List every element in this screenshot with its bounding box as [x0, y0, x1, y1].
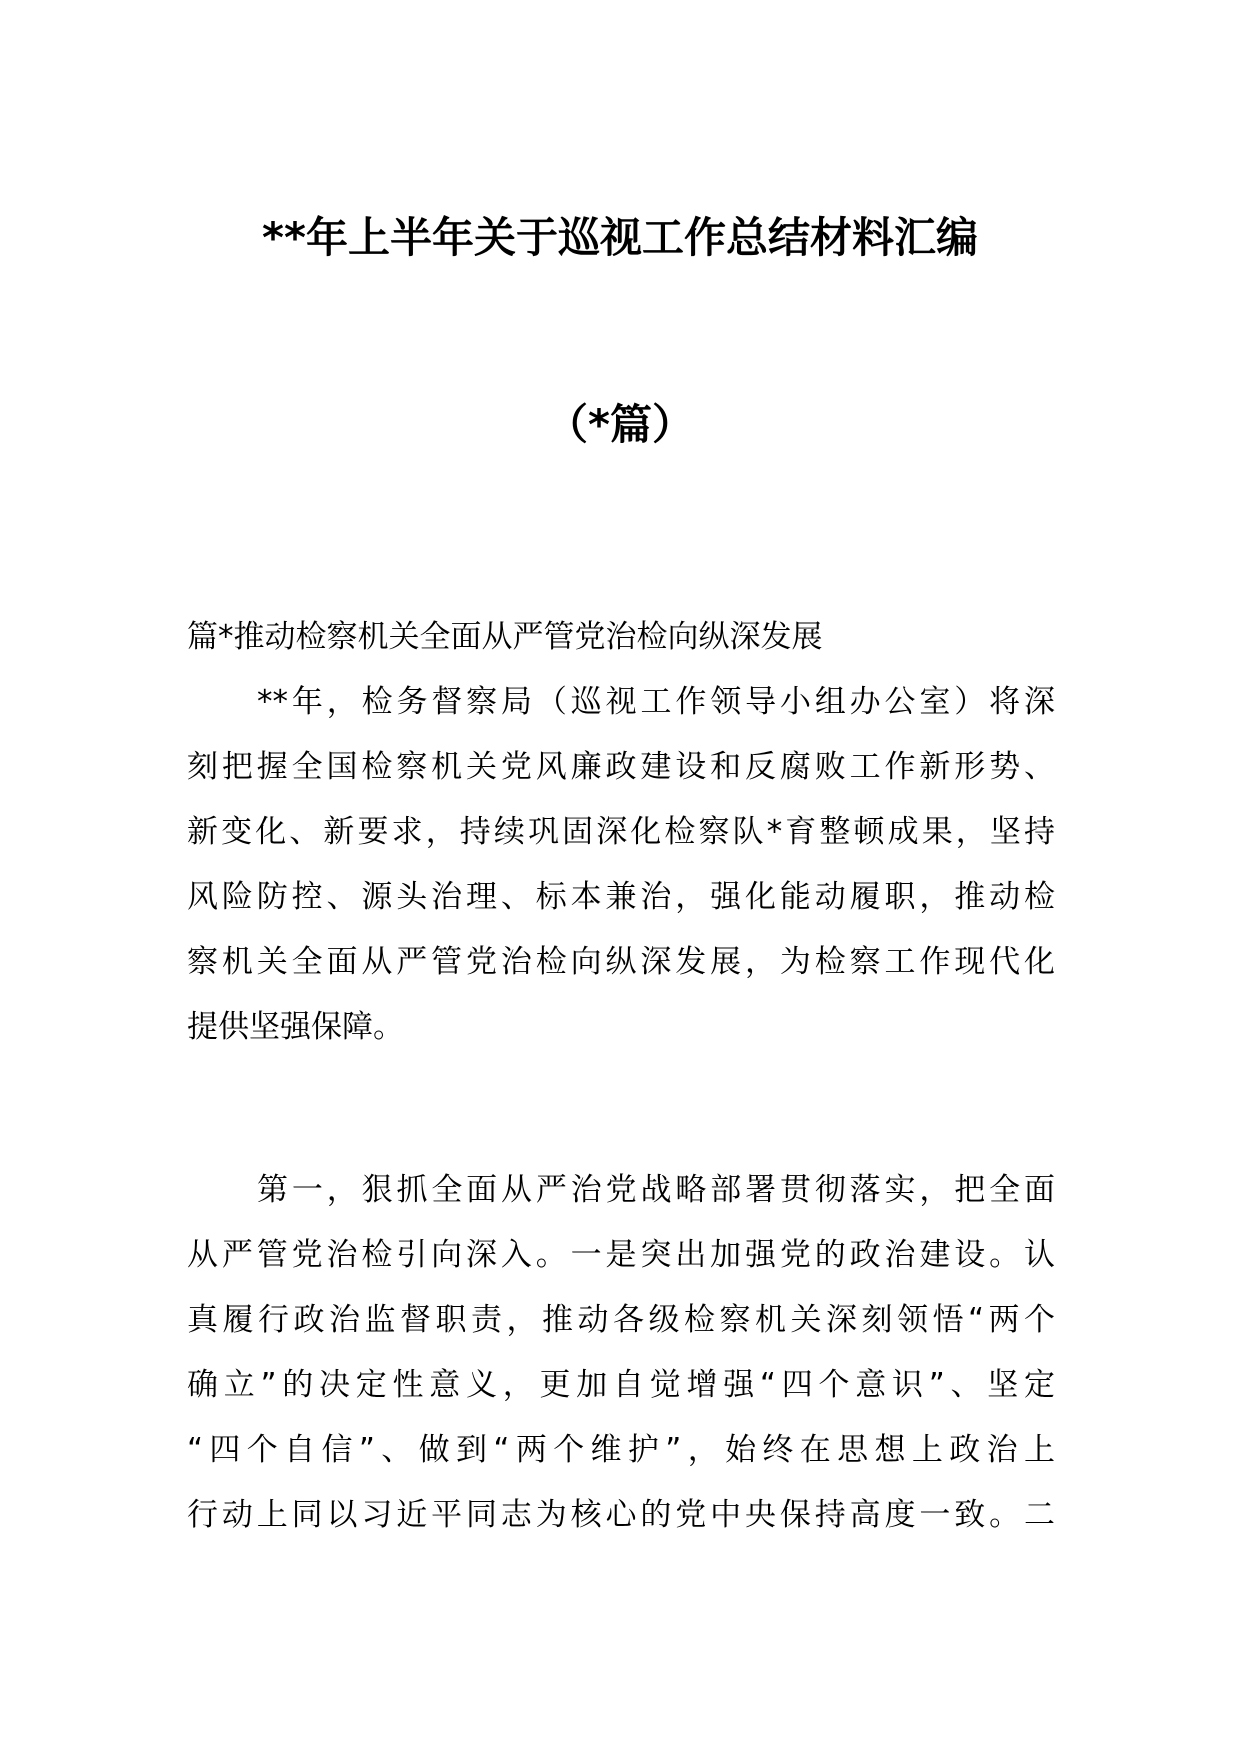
text-line: 行动上同以习近平同志为核心的党中央保持高度一致。二 [187, 1497, 1055, 1533]
section-heading: 篇*推动检察机关全面从严管党治检向纵深发展 [187, 619, 823, 655]
paragraph-2 [187, 1158, 1055, 1548]
text-line: 真履行政治监督职责，推动各级检察机关深刻领悟“两个 [187, 1302, 1055, 1338]
text-line: 提供坚强保障。 [187, 1009, 404, 1045]
section-heading-block [187, 605, 1055, 670]
text-line: **年，检务督察局（巡视工作领导小组办公室）将深 [257, 684, 1055, 720]
text-line: 风险防控、源头治理、标本兼治，强化能动履职，推动检 [187, 879, 1055, 915]
text-line: 第一，狠抓全面从严治党战略部署贯彻落实，把全面 [257, 1172, 1055, 1208]
paragraph-1 [187, 670, 1055, 1060]
text-line: 确立”的决定性意义，更加自觉增强“四个意识”、坚定 [187, 1367, 1055, 1403]
text-line: 察机关全面从严管党治检向纵深发展，为检察工作现代化 [187, 944, 1055, 980]
text-line: 从严管党治检引向深入。一是突出加强党的政治建设。认 [187, 1237, 1055, 1273]
text-line: 刻把握全国检察机关党风廉政建设和反腐败工作新形势、 [187, 749, 1055, 785]
text-line: 新变化、新要求，持续巩固深化检察队*育整顿成果，坚持 [187, 814, 1055, 850]
document-title: **年上半年关于巡视工作总结材料汇编 [262, 213, 978, 262]
document-subtitle: （*篇） [546, 400, 694, 449]
text-line: “四个自信”、做到“两个维护”，始终在思想上政治上 [187, 1432, 1055, 1468]
